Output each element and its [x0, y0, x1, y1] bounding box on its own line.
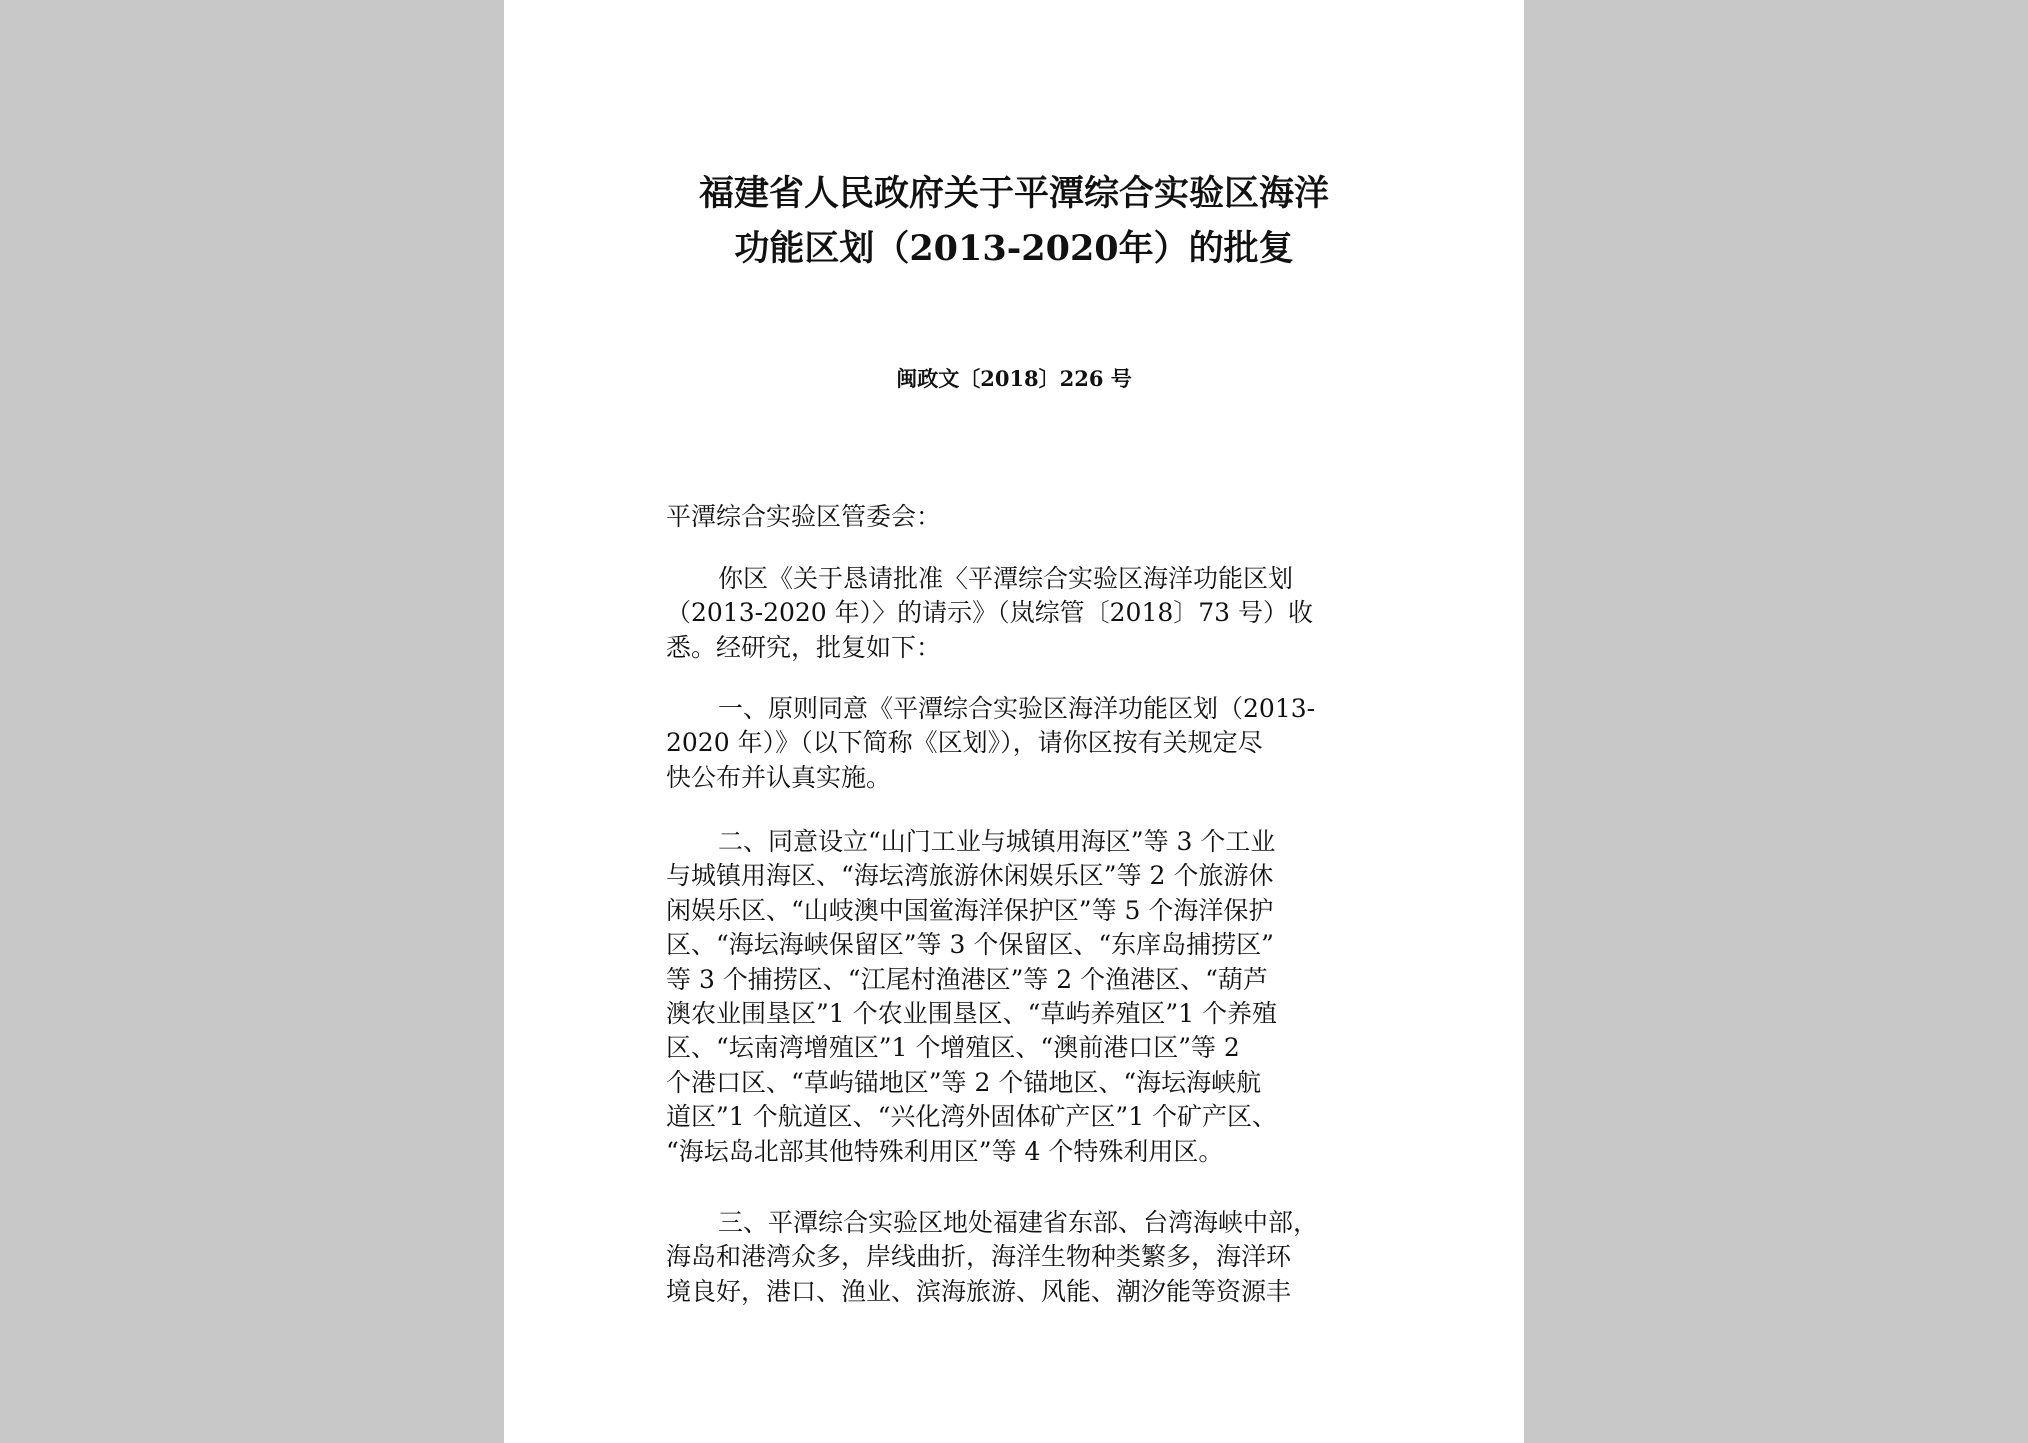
paragraph-line: 二、同意设立“山门工业与城镇用海区”等 3 个工业: [718, 827, 1276, 856]
paragraph-line: 闲娱乐区、“山岐澳中国鲎海洋保护区”等 5 个海洋保护: [666, 895, 1274, 925]
paragraph-item-3: [666, 1206, 1366, 1309]
paragraph-line: 道区”1 个航道区、“兴化湾外固体矿产区”1 个矿产区、: [666, 1102, 1278, 1132]
document-number: 闽政文〔2018〕226 号: [896, 366, 1132, 391]
paragraph-line: 区、“坛南湾增殖区”1 个增殖区、“澳前港口区”等 2: [666, 1033, 1240, 1063]
paragraph-line: （2013-2020 年）〉的请示》（岚综管〔2018〕73 号）收: [666, 598, 1314, 628]
document-title: [504, 166, 1524, 276]
paragraph-line: 2020 年）》（以下简称《区划》），请你区按有关规定尽: [666, 728, 1263, 758]
paragraph-line: 悉。经研究，批复如下：: [666, 632, 942, 662]
title-line-2: 功能区划（2013-2020年）的批复: [734, 228, 1294, 269]
paragraph-line: 一、原则同意《平潭综合实验区海洋功能区划（2013-: [718, 694, 1316, 723]
title-line-1: 福建省人民政府关于平潭综合实验区海洋: [698, 173, 1329, 214]
paragraph-line: 个港口区、“草屿锚地区”等 2 个锚地区、“海坛海峡航: [666, 1067, 1262, 1097]
paragraph-line: 你区《关于恳请批准〈平潭综合实验区海洋功能区划: [718, 564, 1294, 593]
document-page: [504, 0, 1524, 1443]
paragraph-line: 境良好，港口、渔业、滨海旅游、风能、潮汐能等资源丰: [666, 1276, 1292, 1306]
paragraph-item-1: [666, 692, 1366, 795]
paragraph-line: 等 3 个捕捞区、“江尾村渔港区”等 2 个渔港区、“葫芦: [666, 964, 1268, 994]
paragraph-line: “海坛岛北部其他特殊利用区”等 4 个特殊利用区。: [666, 1136, 1224, 1166]
paragraph-intro: [666, 562, 1366, 665]
addressee: [666, 500, 1366, 534]
paragraph-line: 与城镇用海区、“海坛湾旅游休闲娱乐区”等 2 个旅游休: [666, 861, 1274, 891]
paragraph-line: 海岛和港湾众多，岸线曲折，海洋生物种类繁多，海洋环: [666, 1242, 1292, 1272]
paragraph-line: 快公布并认真实施。: [666, 762, 892, 792]
paragraph-item-2: [666, 825, 1366, 1169]
addressee-text: 平潭综合实验区管委会：: [666, 502, 942, 531]
paragraph-line: 三、平潭综合实验区地处福建省东部、台湾海峡中部，: [718, 1208, 1319, 1237]
paragraph-line: 区、“海坛海峡保留区”等 3 个保留区、“东庠岛捕捞区”: [666, 930, 1274, 960]
paragraph-line: 澳农业围垦区”1 个农业围垦区、“草屿养殖区”1 个养殖: [666, 999, 1278, 1029]
